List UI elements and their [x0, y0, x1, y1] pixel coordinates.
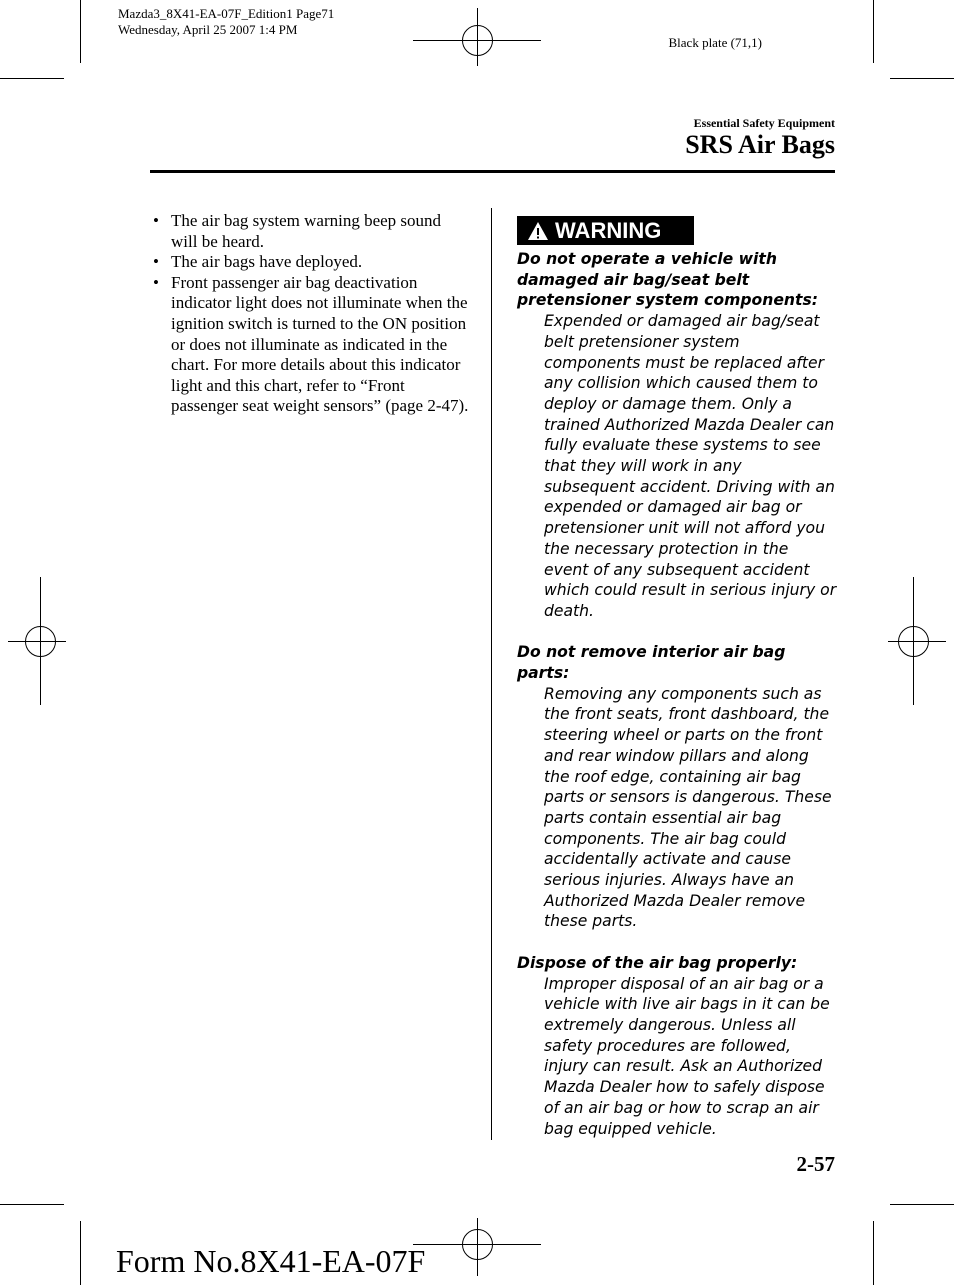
list-item: • Front passenger air bag deactivation indicator light does not illuminate when the ignition switch is turned to the ON position or does not illuminate as indicated in the chart. For more details about this indicator light and this chart, refer to “Front passenger seat weight sensors” (page 2-47).: [150, 273, 470, 417]
print-date-line: Wednesday, April 25 2007 1:4 PM: [118, 22, 298, 37]
crop-mark: [890, 78, 954, 79]
crop-mark: [80, 0, 81, 63]
registration-circle: [25, 626, 56, 657]
print-metadata: [118, 6, 334, 38]
warning-icon: [527, 221, 549, 241]
page-title: SRS Air Bags: [685, 130, 835, 159]
warning-body: Expended or damaged air bag/seat belt pretensioner system components must be replaced after any collision which caused them to deploy or damage them. Only a trained Authorized Mazda Dealer can fully evaluate these systems to see that they will work in any subsequent accident. Driving with an expended or damaged air bag or pretensioner unit will not afford you the necessary protection in the event of any subsequent accident which could result in serious injury or death.: [544, 312, 837, 620]
section-label: Essential Safety Equipment: [693, 116, 835, 130]
crop-mark: [0, 1204, 64, 1205]
registration-circle: [898, 626, 929, 657]
registration-circle: [462, 1229, 493, 1260]
bullet-list: [150, 211, 470, 417]
warning-heading: Do not operate a vehicle with damaged air bag/seat belt pretensioner system components:: [517, 250, 818, 310]
list-item: • The air bags have deployed.: [150, 252, 470, 273]
crop-mark: [0, 78, 64, 79]
page-number: 2-57: [796, 1152, 835, 1176]
left-column: [150, 211, 470, 417]
crop-mark: [873, 1221, 874, 1285]
crop-mark: [80, 1221, 81, 1285]
warning-heading: Dispose of the air bag properly:: [517, 953, 798, 972]
warning-heading: Do not remove interior air bag parts:: [517, 643, 786, 683]
warning-body: Removing any components such as the front seats, front dashboard, the steering wheel or parts on the front and rear window pillars and along the roof edge, containing air bag parts or sensors is dangerous. These parts contain essential air bag components. The air bag could accidentally activate and cause serious injuries. Always have an Authorized Mazda Dealer remove these parts.: [544, 684, 832, 931]
list-item: • The air bag system warning beep sound will be heard.: [150, 211, 470, 252]
print-file-line: Mazda3_8X41-EA-07F_Edition1 Page71: [118, 6, 335, 21]
registration-circle: [462, 25, 493, 56]
crop-mark: [890, 1204, 954, 1205]
warning-badge: [517, 216, 694, 245]
warning-body: Improper disposal of an air bag or a vehicle with live air bags in it can be extremely dangerous. Unless all safety procedures are followed, injury can result. Ask an Authorized Mazda Dealer how to safely dispose of an air bag or how to scrap an air bag equipped vehicle.: [544, 974, 830, 1138]
form-number: Form No.8X41-EA-07F: [116, 1243, 426, 1279]
title-rule: [150, 170, 835, 173]
column-divider: [491, 208, 492, 1140]
crop-mark: [873, 0, 874, 63]
warning-label: WARNING: [555, 217, 662, 243]
plate-label: Black plate (71,1): [668, 35, 762, 50]
warning-text: [517, 249, 837, 1139]
